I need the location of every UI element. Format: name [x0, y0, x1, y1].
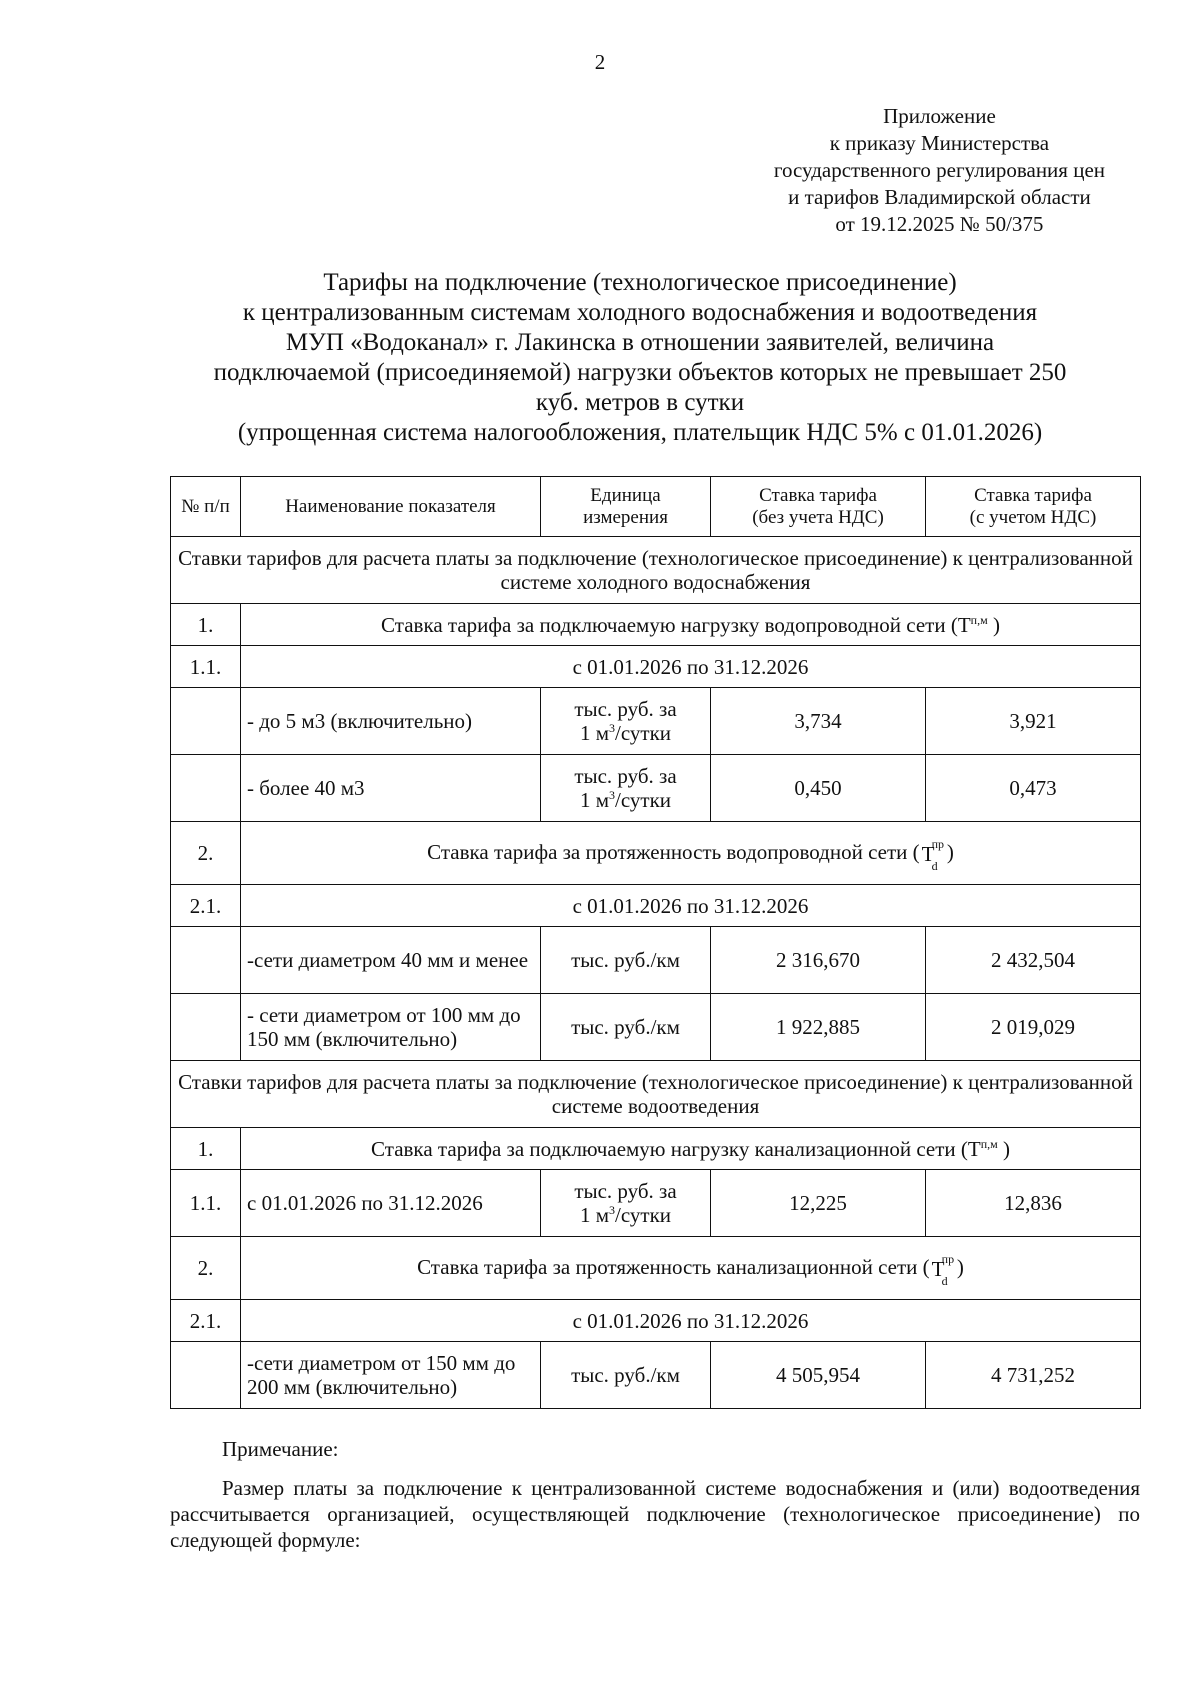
- table-row: [171, 755, 1141, 822]
- cell-rate-no-vat: 3,734: [711, 688, 926, 755]
- row-num: 1.: [171, 604, 241, 646]
- row-title: Ставка тарифа за протяженность канализационной сети ( T пр d ): [241, 1237, 1141, 1300]
- cell-rate-no-vat: 0,450: [711, 755, 926, 822]
- cell-rate-no-vat: 2 316,670: [711, 927, 926, 994]
- tariff-symbol: T пр d: [921, 837, 945, 874]
- table-row: [171, 1300, 1141, 1342]
- table-row: [171, 1342, 1141, 1409]
- title-line: Тарифы на подключение (технологическое присоединение): [323, 269, 957, 296]
- note-label: Примечание:: [222, 1437, 339, 1461]
- section-title-water: Ставки тарифов для расчета платы за подключение (технологическое присоединение) к централизованной системе холодного водоснабжения: [171, 537, 1141, 604]
- cell-name: -сети диаметром от 150 мм до 200 мм (включительно): [241, 1342, 541, 1409]
- row-title: Ставка тарифа за подключаемую нагрузку водопроводной сети ($T^{п,м}$ ): [241, 604, 1141, 646]
- cell-rate-no-vat: 12,225: [711, 1170, 926, 1237]
- document-title: [150, 268, 1130, 448]
- appendix-line: от 19.12.2025 № 50/375: [835, 212, 1044, 236]
- row-num: 2.1.: [171, 1300, 241, 1342]
- row-num: 1.1.: [171, 1170, 241, 1237]
- page-number: 2: [594, 50, 606, 74]
- section-title-sewer: Ставки тарифов для расчета платы за подключение (технологическое присоединение) к централизованной системе водоотведения: [171, 1061, 1141, 1128]
- table-row: [171, 604, 1141, 646]
- table-row: [171, 994, 1141, 1061]
- table-row: [171, 646, 1141, 688]
- header-rate-no-vat: Ставка тарифа (без учета НДС): [711, 477, 926, 537]
- title-line: к централизованным системам холодного водоснабжения и водоотведения: [242, 299, 1038, 326]
- header-num: № п/п: [171, 477, 241, 537]
- row-num: 2.1.: [171, 885, 241, 927]
- appendix-line: и тарифов Владимирской области: [788, 185, 1091, 209]
- note-text: Размер платы за подключение к централизованной системе водоснабжения и (или) водоотведения рассчитывается организацией, осуществляющей подключение (технологическое присоединение) по следующей формуле:: [170, 1476, 1140, 1552]
- tariff-symbol: T пр d: [931, 1252, 955, 1289]
- row-period: с 01.01.2026 по 31.12.2026: [241, 885, 1141, 927]
- cell-rate-vat: 0,473: [926, 755, 1141, 822]
- tariffs-table: [170, 476, 1141, 1409]
- cell-unit: тыс. руб. за 1 $м^3$/сутки: [541, 755, 711, 822]
- row-num: 1.: [171, 1128, 241, 1170]
- appendix-line: государственного регулирования цен: [773, 158, 1105, 182]
- cell-unit: тыс. руб./км: [541, 927, 711, 994]
- section-row-water: [171, 537, 1141, 604]
- cell-rate-no-vat: 1 922,885: [711, 994, 926, 1061]
- header-rate-vat: Ставка тарифа (с учетом НДС): [926, 477, 1141, 537]
- title-line: МУП «Водоканал» г. Лакинска в отношении заявителей, величина: [285, 329, 995, 356]
- cell-rate-vat: 2 019,029: [926, 994, 1141, 1061]
- header-name: Наименование показателя: [241, 477, 541, 537]
- table-row: [171, 1128, 1141, 1170]
- table-header-row: [171, 477, 1141, 537]
- cell-rate-vat: 2 432,504: [926, 927, 1141, 994]
- table-row: [171, 822, 1141, 885]
- cell-name: - до 5 м3 (включительно): [241, 688, 541, 755]
- row-title: Ставка тарифа за подключаемую нагрузку канализационной сети ($T^{п,м}$ ): [241, 1128, 1141, 1170]
- cell-rate-vat: 3,921: [926, 688, 1141, 755]
- cell-unit: тыс. руб./км: [541, 1342, 711, 1409]
- table-row: [171, 1237, 1141, 1300]
- cell-rate-no-vat: 4 505,954: [711, 1342, 926, 1409]
- title-line: (упрощенная система налогообложения, плательщик НДС 5% с 01.01.2026): [237, 419, 1043, 446]
- cell-name: -сети диаметром 40 мм и менее: [241, 927, 541, 994]
- appendix-line: к приказу Министерства: [829, 131, 1050, 155]
- row-num: 2.: [171, 822, 241, 885]
- table-row: [171, 927, 1141, 994]
- table-row: [171, 885, 1141, 927]
- row-period: с 01.01.2026 по 31.12.2026: [241, 646, 1141, 688]
- row-num: 1.1.: [171, 646, 241, 688]
- cell-unit: тыс. руб. за 1 $м^3$/сутки: [541, 688, 711, 755]
- cell-rate-vat: 4 731,252: [926, 1342, 1141, 1409]
- table-row: [171, 688, 1141, 755]
- cell-unit: тыс. руб./км: [541, 994, 711, 1061]
- appendix-header: [774, 103, 1105, 238]
- row-num: 2.: [171, 1237, 241, 1300]
- cell-rate-vat: 12,836: [926, 1170, 1141, 1237]
- cell-name: - более 40 м3: [241, 755, 541, 822]
- title-line: подключаемой (присоединяемой) нагрузки объектов которых не превышает 250: [213, 359, 1067, 386]
- section-row-sewer: [171, 1061, 1141, 1128]
- row-title: Ставка тарифа за протяженность водопроводной сети ( T пр d ): [241, 822, 1141, 885]
- cell-unit: тыс. руб. за 1 $м^3$/сутки: [541, 1170, 711, 1237]
- row-period: с 01.01.2026 по 31.12.2026: [241, 1300, 1141, 1342]
- cell-name: с 01.01.2026 по 31.12.2026: [241, 1170, 541, 1237]
- title-line: куб. метров в сутки: [535, 389, 745, 416]
- cell-name: - сети диаметром от 100 мм до 150 мм (включительно): [241, 994, 541, 1061]
- appendix-line: Приложение: [883, 104, 996, 128]
- header-unit: Единица измерения: [541, 477, 711, 537]
- table-row: [171, 1170, 1141, 1237]
